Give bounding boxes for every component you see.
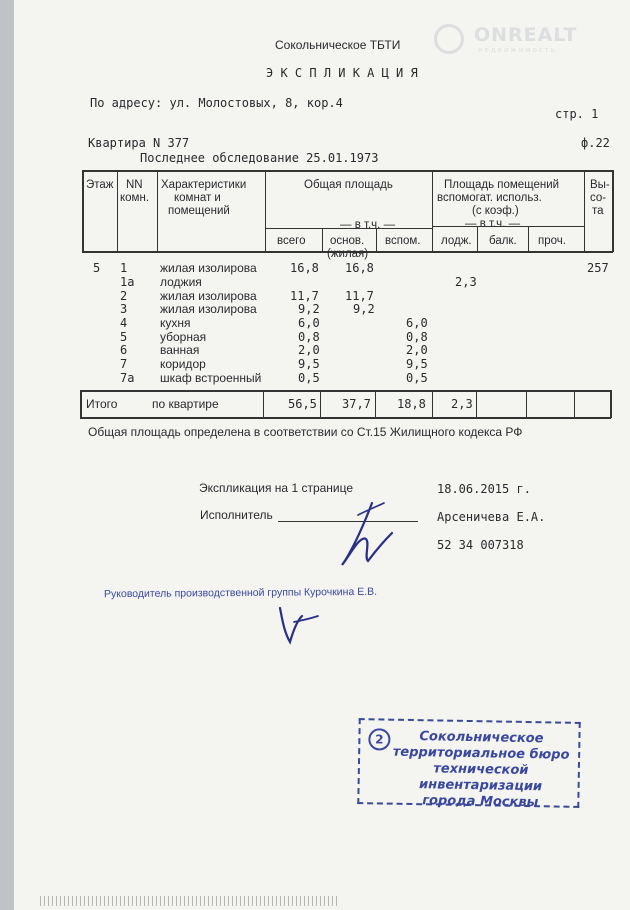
totals-top-border <box>80 390 611 392</box>
watermark <box>434 22 614 56</box>
table-top-border <box>82 170 613 172</box>
cell-total: 11,7 <box>290 289 319 303</box>
issue-date: 18.06.2015 г. <box>437 482 531 496</box>
cell-name: жилая изолирова <box>160 302 257 316</box>
col-line <box>476 390 477 418</box>
col-line <box>117 170 118 252</box>
cell-name: кухня <box>160 316 191 330</box>
executor-label: Исполнитель <box>200 508 273 522</box>
security-strip <box>40 896 340 906</box>
col-line <box>80 390 82 418</box>
cell-n: 1а <box>120 275 135 289</box>
cell-n: 1 <box>120 261 128 275</box>
cell-name: жилая изолирова <box>160 289 257 303</box>
cell-total: 9,2 <box>298 302 320 316</box>
cell-total: 2,0 <box>298 343 320 357</box>
col-line <box>526 390 527 418</box>
cell-total: 0,5 <box>298 371 320 385</box>
th-col-logg: лодж. <box>441 235 472 247</box>
cell-total: 16,8 <box>290 261 319 275</box>
col-line <box>574 390 575 418</box>
cell-name: жилая изолирова <box>160 261 257 275</box>
stamp-line: города Москвы <box>422 793 539 811</box>
cell-n: 5 <box>120 330 128 344</box>
th-char-1: Характеристики <box>161 179 247 191</box>
cell-height: 257 <box>587 261 609 275</box>
th-height-3: та <box>592 205 604 217</box>
cell-name: ванная <box>160 343 200 357</box>
col-line <box>432 390 433 418</box>
pages-count: Экспликация на 1 странице <box>199 481 354 495</box>
cell-logg: 2,3 <box>455 275 477 289</box>
org-name: Сокольническое ТБТИ <box>275 38 401 52</box>
col-line <box>528 226 529 252</box>
cell-main: 11,7 <box>345 289 374 303</box>
cell-n: 2 <box>120 289 128 303</box>
th-col-main: основ. <box>330 235 365 247</box>
th-col-aux: вспом. <box>385 235 421 247</box>
cell-floor: 5 <box>93 261 101 275</box>
cell-n: 7а <box>120 371 135 385</box>
th-aux-area-2: вспомогат. использ. <box>437 192 542 204</box>
totals-main: 37,7 <box>342 397 371 411</box>
cell-aux: 2,0 <box>406 343 428 357</box>
th-nn: NN <box>126 179 143 191</box>
th-col-balk: балк. <box>489 235 517 247</box>
page-number: стр. 1 <box>555 107 599 121</box>
th-floor: Этаж <box>86 179 114 191</box>
cell-n: 7 <box>120 357 128 371</box>
stamp-number: 2 <box>368 728 390 750</box>
stamp-line: технической инвентаризации <box>418 761 543 795</box>
col-line <box>157 170 158 252</box>
totals-total: 56,5 <box>288 397 317 411</box>
col-line <box>375 390 376 418</box>
cell-aux: 0,8 <box>406 330 428 344</box>
cell-name: уборная <box>160 330 207 344</box>
totals-logg: 2,3 <box>451 397 473 411</box>
cell-n: 6 <box>120 343 128 357</box>
th-height-1: Вы- <box>590 179 610 191</box>
watermark-sub: недвижимость <box>478 46 557 54</box>
stamp-line: Сокольническое <box>419 729 544 747</box>
executor-signature <box>320 495 400 575</box>
survey-date: Последнее обследование 25.01.1973 <box>140 151 379 165</box>
col-line <box>263 390 264 418</box>
th-incl: — в т.ч. — <box>340 219 396 231</box>
col-line <box>322 228 323 252</box>
cell-total: 6,0 <box>298 316 320 330</box>
cell-aux: 9,5 <box>406 357 428 371</box>
totals-label-2: по квартире <box>152 397 219 411</box>
th-incl-2: — в т.ч. — <box>465 218 521 230</box>
col-line <box>612 170 614 252</box>
stamp-line: территориальное бюро <box>392 744 570 763</box>
watermark-name: ONREALT <box>474 24 578 46</box>
cell-aux: 0,5 <box>406 371 428 385</box>
col-line <box>432 170 433 252</box>
totals-bottom-border <box>80 417 611 419</box>
th-char-3: помещений <box>168 205 230 217</box>
th-aux-area-1: Площадь помещений <box>444 179 560 191</box>
bureau-stamp <box>357 718 580 811</box>
th-aux-area-3: (с коэф.) <box>472 205 519 217</box>
col-line <box>82 170 84 252</box>
form-code: ф.22 <box>581 136 610 150</box>
stamp-text <box>385 729 576 812</box>
cell-main: 9,2 <box>353 302 375 316</box>
cell-n: 4 <box>120 316 128 330</box>
apartment-number: Квартира N 377 <box>88 136 190 150</box>
cell-total: 9,5 <box>298 357 320 371</box>
doc-title: Э К С П Л И К А Ц И Я <box>266 66 418 80</box>
cell-name: шкаф встроенный <box>160 371 262 385</box>
cell-main: 16,8 <box>345 261 374 275</box>
totals-aux: 18,8 <box>397 397 426 411</box>
col-line <box>584 170 585 252</box>
manager-signature <box>268 598 328 648</box>
col-line <box>320 390 321 418</box>
th-col-other: проч. <box>538 235 566 247</box>
col-line <box>265 170 266 252</box>
document-code: 52 34 007318 <box>437 538 524 552</box>
th-char-2: комнат и <box>174 192 221 204</box>
totals-label: Итого <box>86 397 118 411</box>
th-komn: комн. <box>120 192 150 204</box>
col-line <box>610 390 612 418</box>
watermark-logo-icon <box>434 24 464 54</box>
th-height-2: со- <box>590 192 607 204</box>
cell-name: лоджия <box>160 275 202 289</box>
cell-name: коридор <box>160 357 206 371</box>
manager-stamp: Руководитель производственной группы Курочкина Е.В. <box>103 585 378 601</box>
address: По адресу: ул. Молостовых, 8, кор.4 <box>90 96 343 110</box>
th-col-main-living: (жилая) <box>327 248 369 260</box>
th-total-area: Общая площадь <box>304 179 393 191</box>
area-note: Общая площадь определена в соответствии со Ст.15 Жилищного кодекса РФ <box>88 425 523 439</box>
executor-name: Арсеничева Е.А. <box>437 510 546 524</box>
cell-aux: 6,0 <box>406 316 428 330</box>
th-col-total: всего <box>277 235 306 247</box>
cell-n: 3 <box>120 302 128 316</box>
cell-total: 0,8 <box>298 330 320 344</box>
